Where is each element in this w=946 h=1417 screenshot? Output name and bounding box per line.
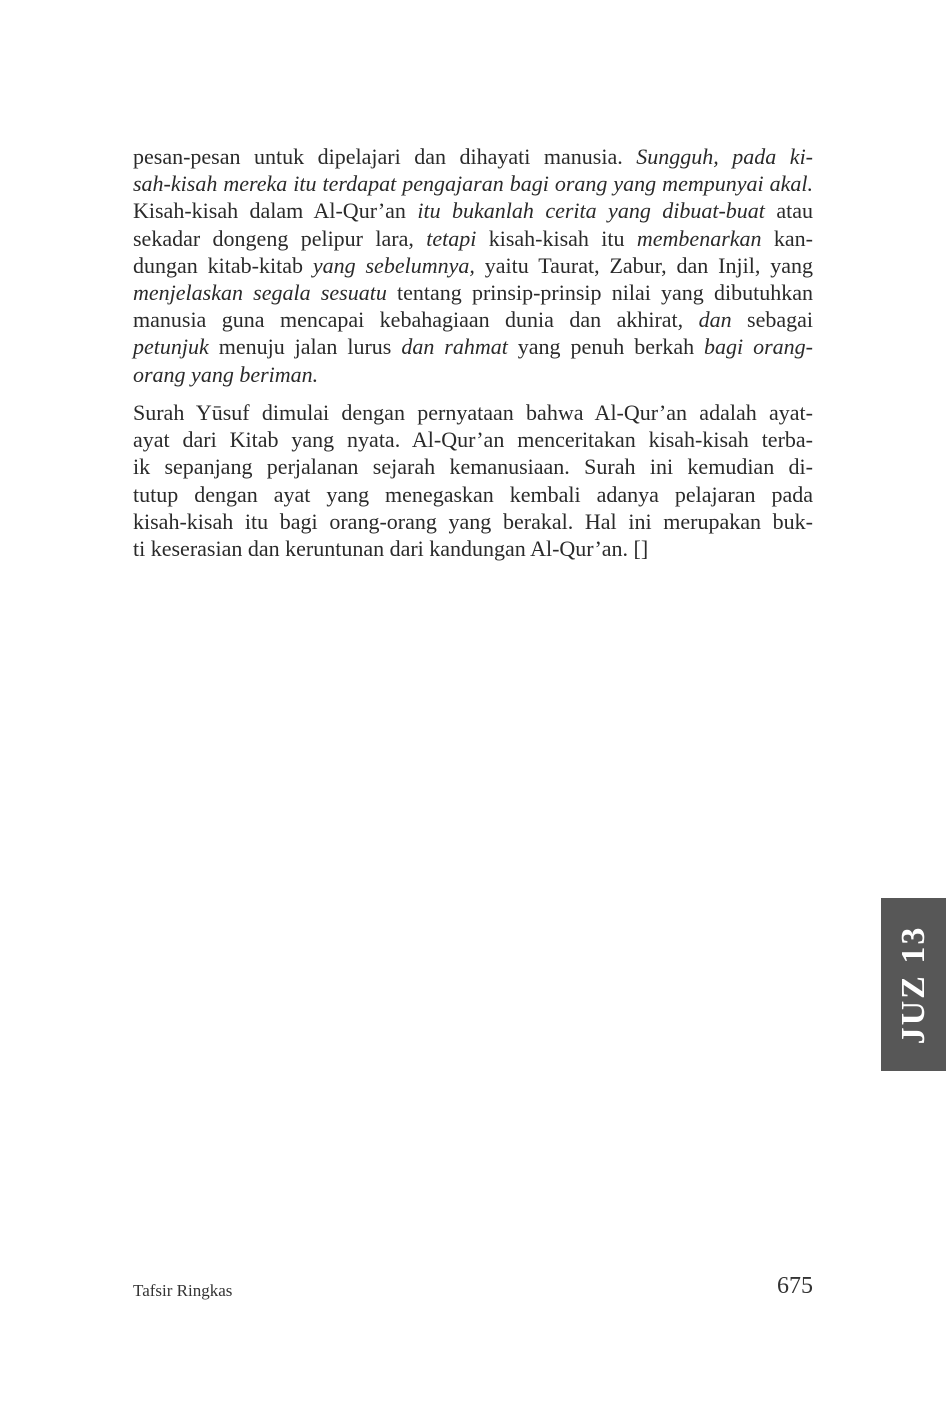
- text-line: kisah-kisah itu bagi orang-orang yang berakal. Hal ini merupakan buk-: [133, 508, 813, 534]
- text-line: sah-kisah mereka itu terdapat pengajaran bagi orang yang mempunyai akal.: [133, 171, 813, 197]
- text-line: Kisah-kisah dalam Al-Qur’an itu bukanlah cerita yang dibuat-buat atau: [133, 198, 813, 224]
- text-line: petunjuk menuju jalan lurus dan rahmat yang penuh berkah bagi orang-: [133, 334, 813, 360]
- text-line: dungan kitab-kitab yang sebelumnya, yaitu Taurat, Zabur, dan Injil, yang: [133, 252, 813, 278]
- text-line: manusia guna mencapai kebahagiaan dunia dan akhirat, dan sebagai: [133, 307, 813, 333]
- text-line: pesan-pesan untuk dipelajari dan dihayati manusia. Sungguh, pada ki-: [133, 144, 814, 169]
- footer-book-title: Tafsir Ringkas: [133, 1281, 233, 1300]
- text-line: Surah Yūsuf dimulai dengan pernyataan bahwa Al-Qur’an adalah ayat-: [133, 400, 813, 425]
- page-number: 675: [777, 1273, 813, 1299]
- text-line: menjelaskan segala sesuatu tentang prinsip-prinsip nilai yang dibutuhkan: [133, 279, 813, 305]
- paragraph-2: [133, 399, 813, 562]
- text-line: sekadar dongeng pelipur lara, tetapi kisah-kisah itu membenarkan kan-: [133, 225, 813, 251]
- text-line: tutup dengan ayat yang menegaskan kembali adanya pelajaran pada: [133, 481, 813, 507]
- paragraph-1: [133, 143, 813, 388]
- text-line: orang yang beriman.: [133, 361, 319, 387]
- text-line: ti keserasian dan keruntunan dari kandungan Al-Qur’an. []: [133, 535, 649, 561]
- text-line: ik sepanjang perjalanan sejarah kemanusiaan. Surah ini kemudian di-: [133, 454, 813, 480]
- juz-side-tab: [881, 898, 946, 1071]
- juz-label: JUZ 13: [894, 925, 932, 1044]
- text-line: ayat dari Kitab yang nyata. Al-Qur’an menceritakan kisah-kisah terba-: [133, 427, 813, 453]
